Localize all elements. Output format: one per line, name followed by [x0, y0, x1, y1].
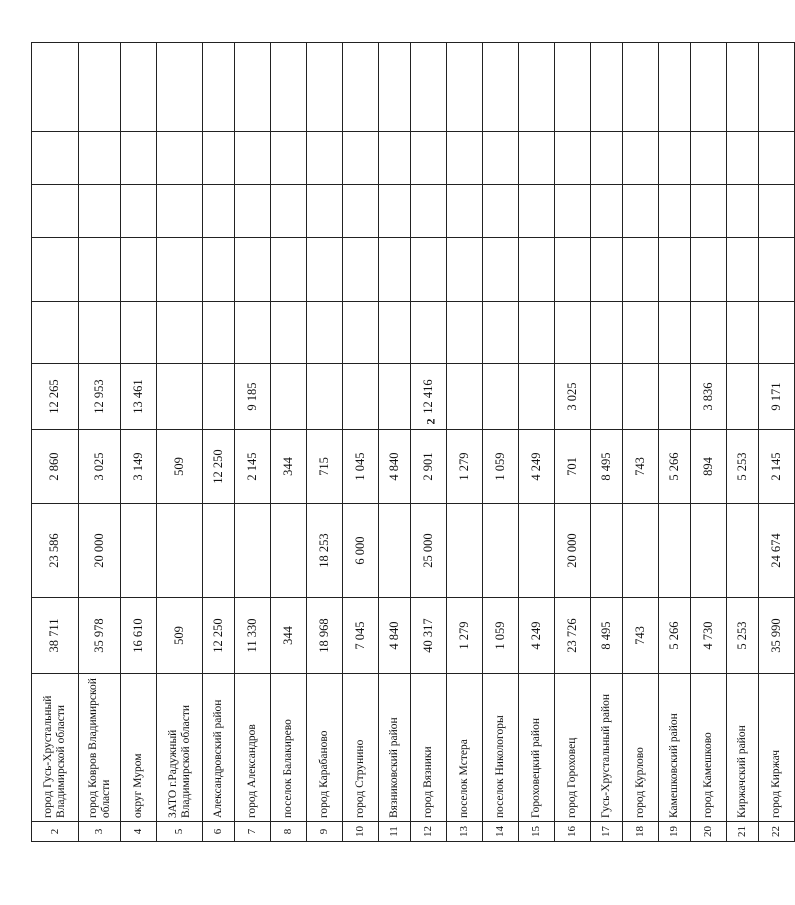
empty-cell: [447, 302, 483, 364]
table-row: [447, 43, 483, 842]
municipality-name: город Гусь-Хрустальный Владимирской области: [32, 674, 79, 822]
empty-cell: [379, 43, 411, 132]
row-number: 15: [519, 822, 555, 842]
amount-col-3: 1 045: [343, 430, 379, 504]
amount-col-2: 24 674: [759, 504, 795, 598]
empty-cell: [307, 132, 343, 185]
row-number: 14: [483, 822, 519, 842]
empty-cell: [307, 43, 343, 132]
amount-col-4: [271, 364, 307, 430]
empty-cell: [343, 302, 379, 364]
table-row: [759, 43, 795, 842]
total-amount: 35 990: [759, 598, 795, 674]
empty-cell: [659, 238, 691, 302]
budget-table: [31, 42, 795, 842]
empty-cell: [379, 238, 411, 302]
empty-cell: [591, 132, 623, 185]
municipality-name: Киржачский район: [727, 674, 759, 822]
total-amount: 5 266: [659, 598, 691, 674]
amount-col-3: 3 025: [79, 430, 121, 504]
amount-col-2: [203, 504, 235, 598]
row-number: 5: [157, 822, 203, 842]
municipality-name: поселок Мстера: [447, 674, 483, 822]
total-amount: 35 978: [79, 598, 121, 674]
municipality-name: город Гороховец: [555, 674, 591, 822]
empty-cell: [555, 185, 591, 238]
amount-col-2: 25 000: [411, 504, 447, 598]
row-number: 7: [235, 822, 271, 842]
amount-col-3: 5 253: [727, 430, 759, 504]
row-number: 2: [32, 822, 79, 842]
table-row: [235, 43, 271, 842]
municipality-name: Гусь-Хрустальный район: [591, 674, 623, 822]
total-amount: 12 250: [203, 598, 235, 674]
empty-cell: [157, 238, 203, 302]
row-number: 21: [727, 822, 759, 842]
empty-cell: [591, 185, 623, 238]
amount-col-3: 8 495: [591, 430, 623, 504]
amount-col-2: [519, 504, 555, 598]
amount-col-3: 4 840: [379, 430, 411, 504]
empty-cell: [343, 238, 379, 302]
table-row: [157, 43, 203, 842]
empty-cell: [203, 302, 235, 364]
amount-col-4: 3 025: [555, 364, 591, 430]
total-amount: 4 840: [379, 598, 411, 674]
total-amount: 1 059: [483, 598, 519, 674]
total-amount: 11 330: [235, 598, 271, 674]
total-amount: 16 610: [121, 598, 157, 674]
empty-cell: [235, 132, 271, 185]
empty-cell: [659, 185, 691, 238]
total-amount: 5 253: [727, 598, 759, 674]
amount-col-4: [483, 364, 519, 430]
empty-cell: [121, 238, 157, 302]
empty-cell: [307, 185, 343, 238]
empty-cell: [727, 185, 759, 238]
amount-col-4: [447, 364, 483, 430]
empty-cell: [447, 185, 483, 238]
empty-cell: [379, 302, 411, 364]
empty-cell: [411, 185, 447, 238]
total-amount: 18 968: [307, 598, 343, 674]
municipality-name: город Александров: [235, 674, 271, 822]
total-amount: 7 045: [343, 598, 379, 674]
amount-col-3: 2 860: [32, 430, 79, 504]
empty-cell: [379, 185, 411, 238]
amount-col-3: 715: [307, 430, 343, 504]
municipality-name: город Вязники: [411, 674, 447, 822]
amount-col-4: [727, 364, 759, 430]
empty-cell: [121, 132, 157, 185]
amount-col-4: [203, 364, 235, 430]
total-amount: 23 726: [555, 598, 591, 674]
empty-cell: [307, 302, 343, 364]
row-number: 19: [659, 822, 691, 842]
municipality-name: город Курлово: [623, 674, 659, 822]
empty-cell: [411, 238, 447, 302]
empty-cell: [519, 302, 555, 364]
row-number: 18: [623, 822, 659, 842]
amount-col-3: 344: [271, 430, 307, 504]
empty-cell: [623, 185, 659, 238]
row-number: 12: [411, 822, 447, 842]
table-row: [271, 43, 307, 842]
row-number: 17: [591, 822, 623, 842]
amount-col-3: 12 250: [203, 430, 235, 504]
total-amount: 4 730: [691, 598, 727, 674]
page-number: 2: [423, 418, 438, 425]
municipality-name: город Камешково: [691, 674, 727, 822]
empty-cell: [235, 43, 271, 132]
empty-cell: [759, 185, 795, 238]
empty-cell: [691, 132, 727, 185]
total-amount: 38 711: [32, 598, 79, 674]
amount-col-2: [659, 504, 691, 598]
table-row: [623, 43, 659, 842]
amount-col-3: 1 059: [483, 430, 519, 504]
empty-cell: [519, 238, 555, 302]
amount-col-2: [235, 504, 271, 598]
empty-cell: [555, 132, 591, 185]
empty-cell: [121, 302, 157, 364]
empty-cell: [157, 302, 203, 364]
amount-col-4: [343, 364, 379, 430]
empty-cell: [203, 185, 235, 238]
amount-col-2: [623, 504, 659, 598]
empty-cell: [659, 132, 691, 185]
table-row: [79, 43, 121, 842]
empty-cell: [483, 238, 519, 302]
empty-cell: [203, 132, 235, 185]
municipality-name: поселок Балакирево: [271, 674, 307, 822]
row-number: 9: [307, 822, 343, 842]
empty-cell: [555, 238, 591, 302]
empty-cell: [121, 185, 157, 238]
total-amount: 40 317: [411, 598, 447, 674]
empty-cell: [591, 238, 623, 302]
row-number: 8: [271, 822, 307, 842]
empty-cell: [483, 302, 519, 364]
empty-cell: [623, 43, 659, 132]
empty-cell: [727, 302, 759, 364]
empty-cell: [379, 132, 411, 185]
empty-cell: [555, 302, 591, 364]
empty-cell: [79, 238, 121, 302]
amount-col-3: 2 145: [759, 430, 795, 504]
empty-cell: [691, 302, 727, 364]
empty-cell: [343, 43, 379, 132]
table-row: [691, 43, 727, 842]
table-row: [411, 43, 447, 842]
table-row: [555, 43, 591, 842]
total-amount: 509: [157, 598, 203, 674]
amount-col-2: 20 000: [555, 504, 591, 598]
empty-cell: [307, 238, 343, 302]
amount-col-3: 4 249: [519, 430, 555, 504]
empty-cell: [235, 302, 271, 364]
amount-col-2: [447, 504, 483, 598]
empty-cell: [32, 238, 79, 302]
empty-cell: [691, 185, 727, 238]
empty-cell: [79, 132, 121, 185]
total-amount: 8 495: [591, 598, 623, 674]
municipality-name: Камешковский район: [659, 674, 691, 822]
empty-cell: [32, 132, 79, 185]
empty-cell: [483, 185, 519, 238]
amount-col-2: [157, 504, 203, 598]
row-number: 16: [555, 822, 591, 842]
empty-cell: [659, 43, 691, 132]
amount-col-2: [591, 504, 623, 598]
amount-col-4: 13 461: [121, 364, 157, 430]
empty-cell: [519, 132, 555, 185]
amount-col-3: 509: [157, 430, 203, 504]
empty-cell: [623, 238, 659, 302]
empty-cell: [235, 185, 271, 238]
amount-col-4: [659, 364, 691, 430]
amount-col-2: 6 000: [343, 504, 379, 598]
empty-cell: [343, 132, 379, 185]
empty-cell: [759, 132, 795, 185]
amount-col-4: [623, 364, 659, 430]
empty-cell: [623, 132, 659, 185]
table-row: [379, 43, 411, 842]
empty-cell: [271, 43, 307, 132]
empty-cell: [691, 238, 727, 302]
empty-cell: [591, 43, 623, 132]
amount-col-2: [379, 504, 411, 598]
table-row: [727, 43, 759, 842]
amount-col-2: [691, 504, 727, 598]
empty-cell: [203, 238, 235, 302]
amount-col-2: 18 253: [307, 504, 343, 598]
amount-col-3: 3 149: [121, 430, 157, 504]
empty-cell: [727, 43, 759, 132]
table-row: [343, 43, 379, 842]
amount-col-4: [307, 364, 343, 430]
empty-cell: [343, 185, 379, 238]
amount-col-4: [157, 364, 203, 430]
municipality-name: город Струнино: [343, 674, 379, 822]
municipality-name: город Карабаново: [307, 674, 343, 822]
empty-cell: [483, 43, 519, 132]
amount-col-3: 1 279: [447, 430, 483, 504]
municipality-name: Вязниковский район: [379, 674, 411, 822]
empty-cell: [555, 43, 591, 132]
amount-col-3: 5 266: [659, 430, 691, 504]
municipality-name: округ Муром: [121, 674, 157, 822]
empty-cell: [235, 238, 271, 302]
row-number: 6: [203, 822, 235, 842]
row-number: 22: [759, 822, 795, 842]
empty-cell: [447, 238, 483, 302]
row-number: 3: [79, 822, 121, 842]
amount-col-2: 20 000: [79, 504, 121, 598]
amount-col-4: 9 185: [235, 364, 271, 430]
row-number: 4: [121, 822, 157, 842]
table-row: [32, 43, 79, 842]
empty-cell: [32, 302, 79, 364]
empty-cell: [271, 238, 307, 302]
table-row: [659, 43, 691, 842]
total-amount: 743: [623, 598, 659, 674]
empty-cell: [411, 302, 447, 364]
empty-cell: [411, 132, 447, 185]
municipality-name: Александровский район: [203, 674, 235, 822]
municipality-name: город Киржач: [759, 674, 795, 822]
amount-col-2: [727, 504, 759, 598]
empty-cell: [79, 302, 121, 364]
table-row: [121, 43, 157, 842]
amount-col-4: 3 836: [691, 364, 727, 430]
empty-cell: [271, 302, 307, 364]
municipality-name: Гороховецкий район: [519, 674, 555, 822]
row-number: 13: [447, 822, 483, 842]
empty-cell: [447, 43, 483, 132]
empty-cell: [759, 302, 795, 364]
empty-cell: [157, 132, 203, 185]
row-number: 10: [343, 822, 379, 842]
empty-cell: [659, 302, 691, 364]
empty-cell: [759, 238, 795, 302]
total-amount: 344: [271, 598, 307, 674]
row-number: 11: [379, 822, 411, 842]
empty-cell: [271, 132, 307, 185]
amount-col-4: 12 416: [411, 364, 447, 430]
table-row: [307, 43, 343, 842]
empty-cell: [157, 185, 203, 238]
empty-cell: [759, 43, 795, 132]
amount-col-3: 894: [691, 430, 727, 504]
empty-cell: [79, 43, 121, 132]
empty-cell: [691, 43, 727, 132]
amount-col-4: [379, 364, 411, 430]
empty-cell: [32, 185, 79, 238]
amount-col-2: [483, 504, 519, 598]
amount-col-4: 9 171: [759, 364, 795, 430]
amount-col-3: 2 901: [411, 430, 447, 504]
rotated-table-wrapper: [31, 43, 783, 842]
empty-cell: [519, 185, 555, 238]
empty-cell: [121, 43, 157, 132]
amount-col-2: 23 586: [32, 504, 79, 598]
empty-cell: [727, 132, 759, 185]
empty-cell: [727, 238, 759, 302]
amount-col-4: [591, 364, 623, 430]
empty-cell: [483, 132, 519, 185]
amount-col-3: 743: [623, 430, 659, 504]
empty-cell: [591, 302, 623, 364]
empty-cell: [32, 43, 79, 132]
amount-col-4: 12 265: [32, 364, 79, 430]
table-row: [591, 43, 623, 842]
table-row: [519, 43, 555, 842]
amount-col-3: 2 145: [235, 430, 271, 504]
table-row: [483, 43, 519, 842]
empty-cell: [519, 43, 555, 132]
amount-col-2: [271, 504, 307, 598]
empty-cell: [447, 132, 483, 185]
total-amount: 4 249: [519, 598, 555, 674]
empty-cell: [203, 43, 235, 132]
amount-col-4: 12 953: [79, 364, 121, 430]
empty-cell: [271, 185, 307, 238]
municipality-name: ЗАТО г.Радужный Владимирской области: [157, 674, 203, 822]
amount-col-3: 701: [555, 430, 591, 504]
row-number: 20: [691, 822, 727, 842]
municipality-name: город Ковров Владимирской области: [79, 674, 121, 822]
municipality-name: поселок Никологоры: [483, 674, 519, 822]
total-amount: 1 279: [447, 598, 483, 674]
empty-cell: [411, 43, 447, 132]
empty-cell: [157, 43, 203, 132]
amount-col-4: [519, 364, 555, 430]
empty-cell: [79, 185, 121, 238]
empty-cell: [623, 302, 659, 364]
amount-col-2: [121, 504, 157, 598]
table-row: [203, 43, 235, 842]
